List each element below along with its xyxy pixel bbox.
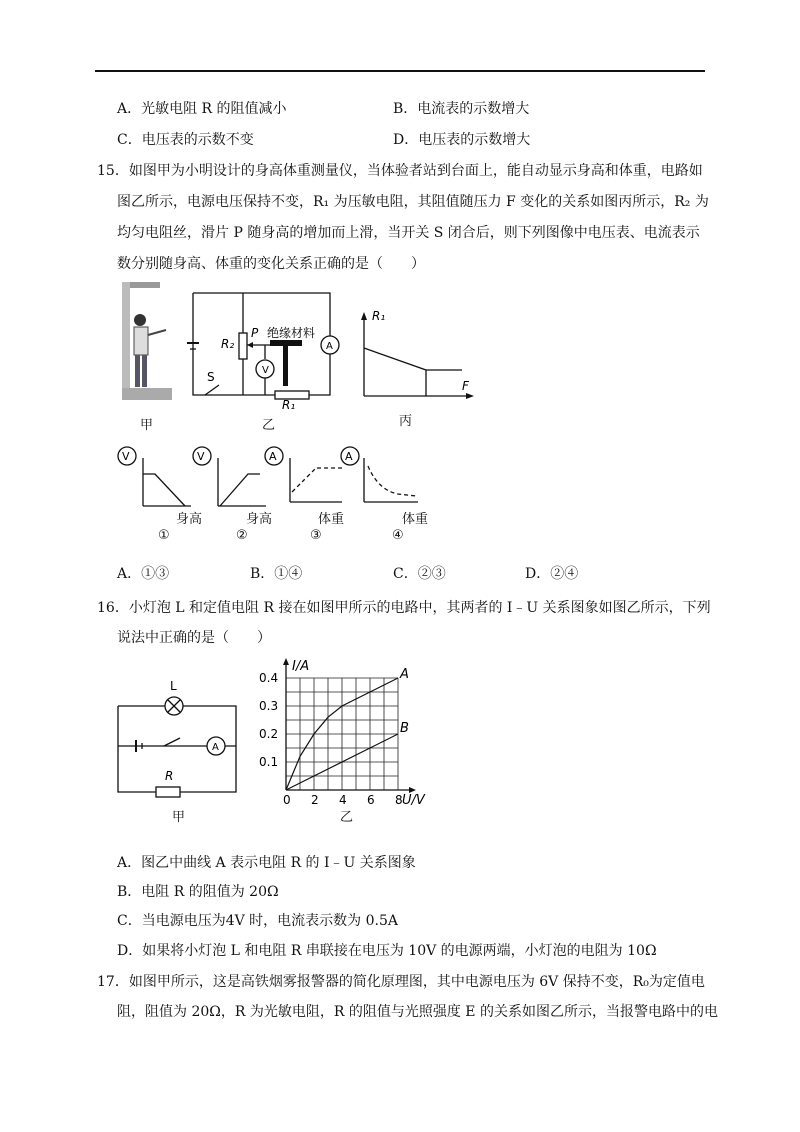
q15-graph-bing [352, 308, 477, 403]
x-tick-label: 2 [311, 793, 319, 805]
q16-circuit-jia [112, 670, 247, 805]
lamp-label: L [170, 679, 177, 693]
series-label-B: B [400, 721, 409, 736]
graph-3-xlabel: 体重 [318, 512, 345, 527]
q16-option-d[interactable]: D．如果将小灯泡 L 和电阻 R 串联接在电压为 10V 的电源两端，小灯泡的电阻为 10Ω [117, 943, 657, 959]
y-tick-label: 0.1 [259, 755, 279, 769]
q15-stem-line-1: 15．如图甲为小明设计的身高体重测量仪，当体验者站到台面上，能自动显示身高和体重，电路如 [97, 163, 703, 179]
graph-1-number: ① [158, 528, 170, 543]
header-rule [95, 70, 705, 72]
graph-3-number: ③ [310, 528, 322, 543]
ammeter-icon: A [326, 341, 333, 352]
q16-option-c[interactable]: C．当电源电压为4V 时，电流表示数为 0.5A [117, 913, 399, 929]
q16-option-b[interactable]: B．电阻 R 的阻值为 20Ω [117, 884, 279, 900]
label-f-axis: F [462, 379, 469, 393]
q15-stem-line-3: 均匀电阻丝，滑片 P 随身高的增加而上滑，当开关 S 闭合后，则下列图像中电压表、电流表示 [117, 225, 700, 241]
graph-4-number: ④ [392, 528, 404, 543]
q16-iu-chart [258, 645, 438, 805]
label-p: P [251, 326, 259, 340]
resistor-label: R [165, 769, 174, 783]
y-tick-label: 0.2 [259, 727, 279, 741]
y-tick-label: 0.3 [259, 699, 279, 713]
graph-4-xlabel: 体重 [402, 512, 429, 527]
x-tick-label: 6 [367, 793, 375, 805]
graph-2-number: ② [236, 528, 248, 543]
graph-1-xlabel: 身高 [176, 512, 203, 527]
q14-option-a[interactable]: A．光敏电阻 R 的阻值减小 [117, 101, 287, 117]
person-head [134, 314, 146, 326]
x-axis-label: U/V [402, 793, 425, 805]
x-tick-label: 4 [339, 793, 347, 805]
q15-option-a[interactable]: A．①③ [117, 566, 170, 582]
q15-option-d[interactable]: D．②④ [525, 566, 579, 582]
x-tick-label: 0 [283, 793, 291, 805]
q15-option-b[interactable]: B．①④ [250, 566, 303, 582]
chart-grid [286, 678, 398, 790]
q17-stem-line-1: 17．如图甲所示，这是高铁烟雾报警器的简化原理图，其中电源电压为 6V 保持不变，R₀为定值电 [97, 974, 705, 990]
q14-option-c[interactable]: C．电压表的示数不变 [117, 132, 254, 148]
q14-option-d[interactable]: D．电压表的示数增大 [393, 132, 531, 148]
q16-caption-jia: 甲 [172, 810, 186, 825]
graph-1-meter-icon: V [122, 450, 130, 463]
q16-caption-yi: 乙 [340, 810, 354, 825]
y-axis-label: I/A [292, 659, 310, 674]
voltmeter-icon: V [262, 365, 269, 376]
label-r1-axis: R₁ [372, 309, 386, 323]
series-label-A: A [400, 667, 409, 682]
chart-series [286, 667, 409, 790]
chart-ticks [259, 671, 403, 805]
ammeter-icon-q16: A [212, 742, 219, 753]
q15-caption-jia: 甲 [140, 418, 154, 433]
q15-stem-line-2: 图乙所示，电源电压保持不变，R₁ 为压敏电阻，其阻值随压力 F 变化的关系如图丙所示，R₂ 为 [117, 194, 709, 210]
graph-4-meter-icon: A [345, 450, 353, 463]
q16-option-a[interactable]: A．图乙中曲线 A 表示电阻 R 的 I﹣U 关系图象 [117, 855, 416, 871]
graph-2-meter-icon: V [197, 450, 205, 463]
graph-3-meter-icon: A [269, 450, 277, 463]
label-s: S [207, 370, 215, 384]
x-tick-label: 8 [395, 793, 403, 805]
label-r2: R₂ [221, 337, 235, 351]
q16-stem-line-2: 说法中正确的是（ ） [117, 630, 271, 646]
q15-caption-bing: 丙 [399, 414, 413, 429]
graph-2-xlabel: 身高 [246, 512, 273, 527]
q15-option-c[interactable]: C．②③ [393, 566, 446, 582]
q16-stem-line-1: 16．小灯泡 L 和定值电阻 R 接在如图甲所示的电路中，其两者的 I﹣U 关系图象如图乙所示，下列 [97, 600, 711, 616]
y-tick-label: 0.4 [259, 671, 279, 685]
q15-caption-yi: 乙 [262, 418, 276, 433]
y-axis-arrow [283, 658, 289, 665]
q14-option-b[interactable]: B．电流表的示数增大 [393, 101, 530, 117]
q15-circuit-yi [185, 285, 355, 410]
q17-stem-line-2: 阻，阻值为 20Ω，R 为光敏电阻，R 的阻值与光照强度 E 的关系如图乙所示，当报警电路中的电 [117, 1004, 718, 1020]
q15-stem-line-4: 数分别随身高、体重的变化关系正确的是（ ） [117, 256, 425, 272]
label-insulation: 绝缘材料 [267, 326, 316, 340]
label-r1: R₁ [282, 398, 296, 410]
q15-figure-jia [118, 280, 178, 405]
